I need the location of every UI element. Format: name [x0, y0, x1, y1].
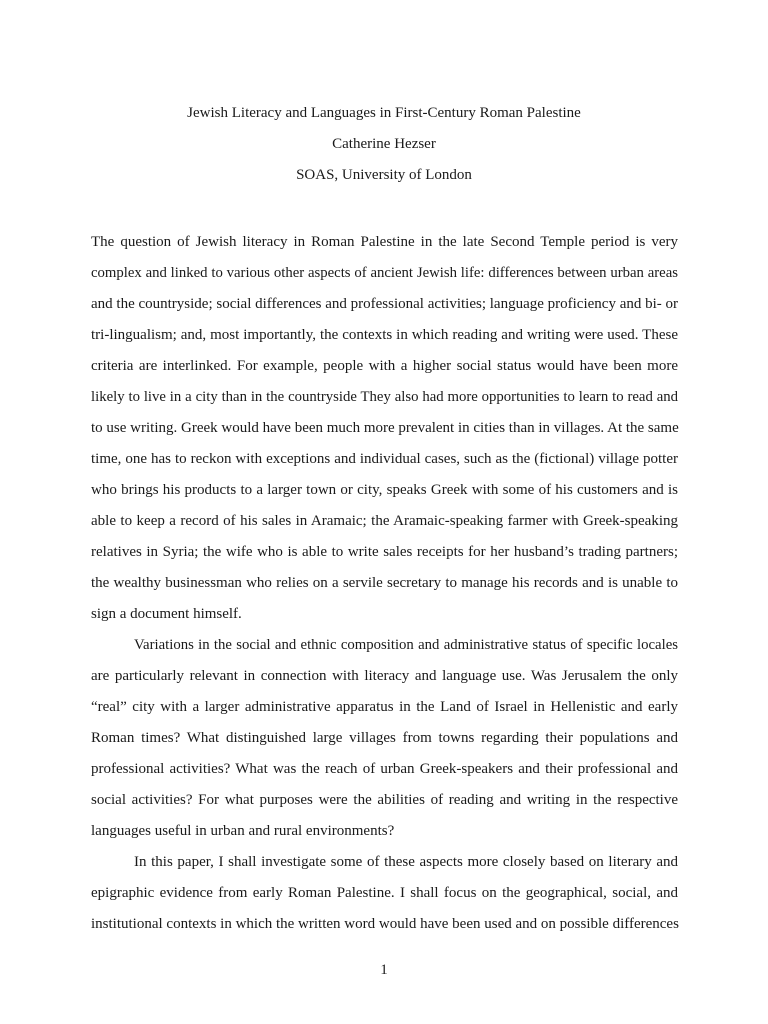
- text-line: and the countryside; social differences and professional activities; language proficiency and bi- or: [91, 296, 679, 312]
- paragraph-2: [91, 630, 678, 847]
- text-line: to use writing. Greek would have been much more prevalent in cities than in villages. At the same: [91, 420, 679, 436]
- text-line: tri-lingualism; and, most importantly, the contexts in which reading and writing were used. These: [91, 327, 678, 343]
- text-line: who brings his products to a larger town or city, speaks Greek with some of his customers and is: [91, 482, 678, 498]
- text-line: likely to live in a city than in the countryside They also had more opportunities to learn to read and: [91, 389, 678, 405]
- paragraph-3: [91, 847, 678, 940]
- text-line: sign a document himself.: [91, 606, 242, 622]
- text-line: languages useful in urban and rural environments?: [91, 823, 395, 839]
- text-line: institutional contexts in which the written word would have been used and on possible differences: [91, 916, 679, 932]
- text-line: In this paper, I shall investigate some of these aspects more closely based on literary and: [134, 854, 678, 870]
- text-line: The question of Jewish literacy in Roman Palestine in the late Second Temple period is very: [91, 234, 678, 250]
- text-line: Variations in the social and ethnic composition and administrative status of specific locales: [134, 637, 678, 653]
- paper-title: Jewish Literacy and Languages in First-Century Roman Palestine: [187, 105, 581, 121]
- text-line: are particularly relevant in connection with literacy and language use. Was Jerusalem the only: [91, 668, 678, 684]
- text-line: social activities? For what purposes were the abilities of reading and writing in the respective: [91, 792, 678, 808]
- text-line: the wealthy businessman who relies on a servile secretary to manage his records and is unable to: [91, 575, 678, 591]
- text-line: criteria are interlinked. For example, people with a higher social status would have been more: [91, 358, 678, 374]
- text-line: complex and linked to various other aspects of ancient Jewish life: differences between urban areas: [91, 265, 678, 281]
- author-name: Catherine Hezser: [332, 136, 436, 152]
- page-number: 1: [380, 962, 388, 978]
- author-affiliation: SOAS, University of London: [296, 167, 472, 183]
- body-text: [91, 227, 678, 940]
- paragraph-1: [91, 227, 678, 630]
- text-line: Roman times? What distinguished large villages from towns regarding their populations and: [91, 730, 678, 746]
- text-line: epigraphic evidence from early Roman Palestine. I shall focus on the geographical, social, and: [91, 885, 678, 901]
- text-line: professional activities? What was the reach of urban Greek-speakers and their professional and: [91, 761, 678, 777]
- text-line: “real” city with a larger administrative apparatus in the Land of Israel in Hellenistic and early: [91, 699, 678, 715]
- text-line: relatives in Syria; the wife who is able to write sales receipts for her husband’s trading partners;: [91, 544, 678, 560]
- text-line: able to keep a record of his sales in Aramaic; the Aramaic-speaking farmer with Greek-speaking: [91, 513, 678, 529]
- text-line: time, one has to reckon with exceptions and individual cases, such as the (fictional) village potter: [91, 451, 678, 467]
